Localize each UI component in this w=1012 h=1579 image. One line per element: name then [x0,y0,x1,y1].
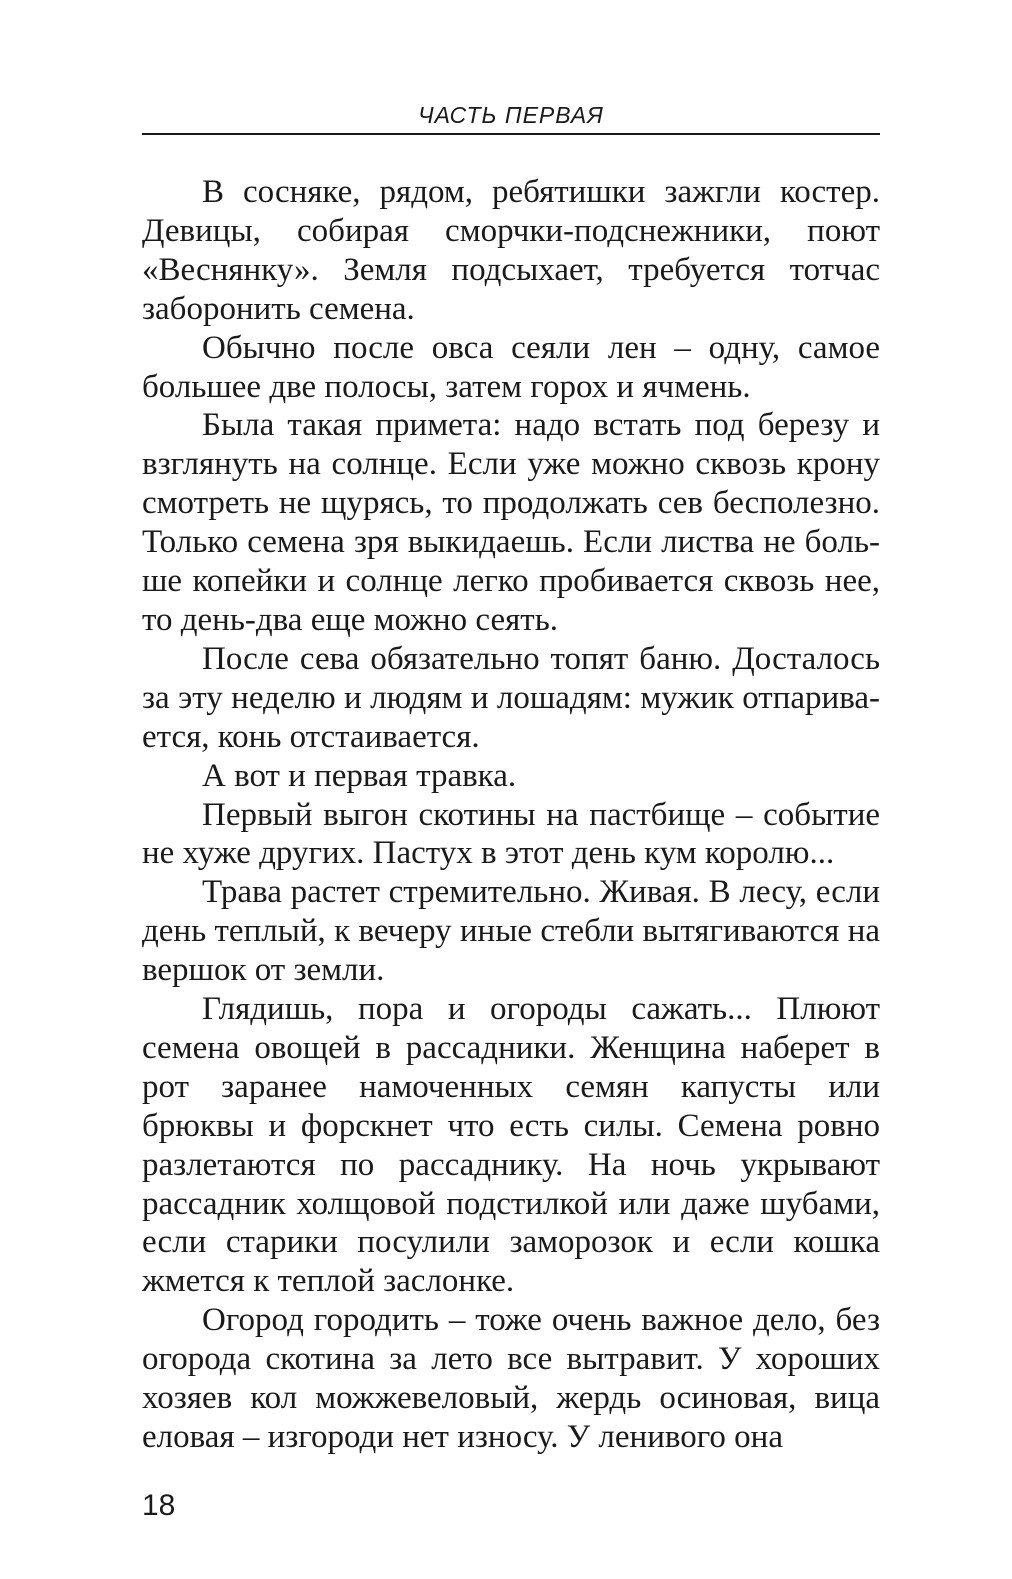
paragraph: Была такая примета: надо встать под березу и взглянуть на солнце. Если уже можно сквозь крону смотреть не щурясь, то продолжать сев бесполезно. Только семена зря выкидаешь. Если листва не больше копейки и солнце легко пробивается сквозь нее, то день-два еще можно сеять. [142,407,880,638]
paragraph: В сосняке, рядом, ребятишки зажгли костер. Девицы, собирая сморчки-подснежники, поют «Веснянку». Земля подсыхает, требуется тотчас заборонить семена. [142,174,880,327]
paragraph: Трава растет стремительно. Живая. В лесу, если день теплый, к вечеру иные стебли вытягиваются на вершок от земли. [142,874,880,989]
paragraph: Огород городить – тоже очень важное дело, без огорода скотина за лето все вытравит. У хороших хозяев кол можжевеловый, жердь осиновая, вица еловая – изгороди нет износу. У ленивого она [142,1302,880,1455]
paragraph: Обычно после овса сеяли лен – одну, самое большее две полосы, затем горох и ячмень. [142,329,880,405]
header-rule [142,133,880,135]
paragraph: Глядишь, пора и огороды сажать... Плюют семена овощей в рассадники. Женщина наберет в рот заранее намоченных семян капусты или брюквы и форскнет что есть силы. Семена ровно разлетаются по рассаднику. На ночь укрывают рассадник холщовой подстилкой или даже шубами, если старики посулили заморозок и если кошка жмется к теплой заслонке. [142,991,880,1300]
page-number: 18 [142,1489,176,1522]
paragraph: Первый выгон скотины на пастбище – событие не хуже других. Пастух в этот день кум королю... [142,796,880,872]
body-text [142,173,880,1457]
paragraph: А вот и первая травка. [202,757,517,794]
running-header: ЧАСТЬ ПЕРВАЯ [418,102,604,128]
paragraph: После сева обязательно топят баню. Досталось за эту неделю и людям и лошадям: мужик отпаривается, конь отстаивается. [142,640,880,755]
